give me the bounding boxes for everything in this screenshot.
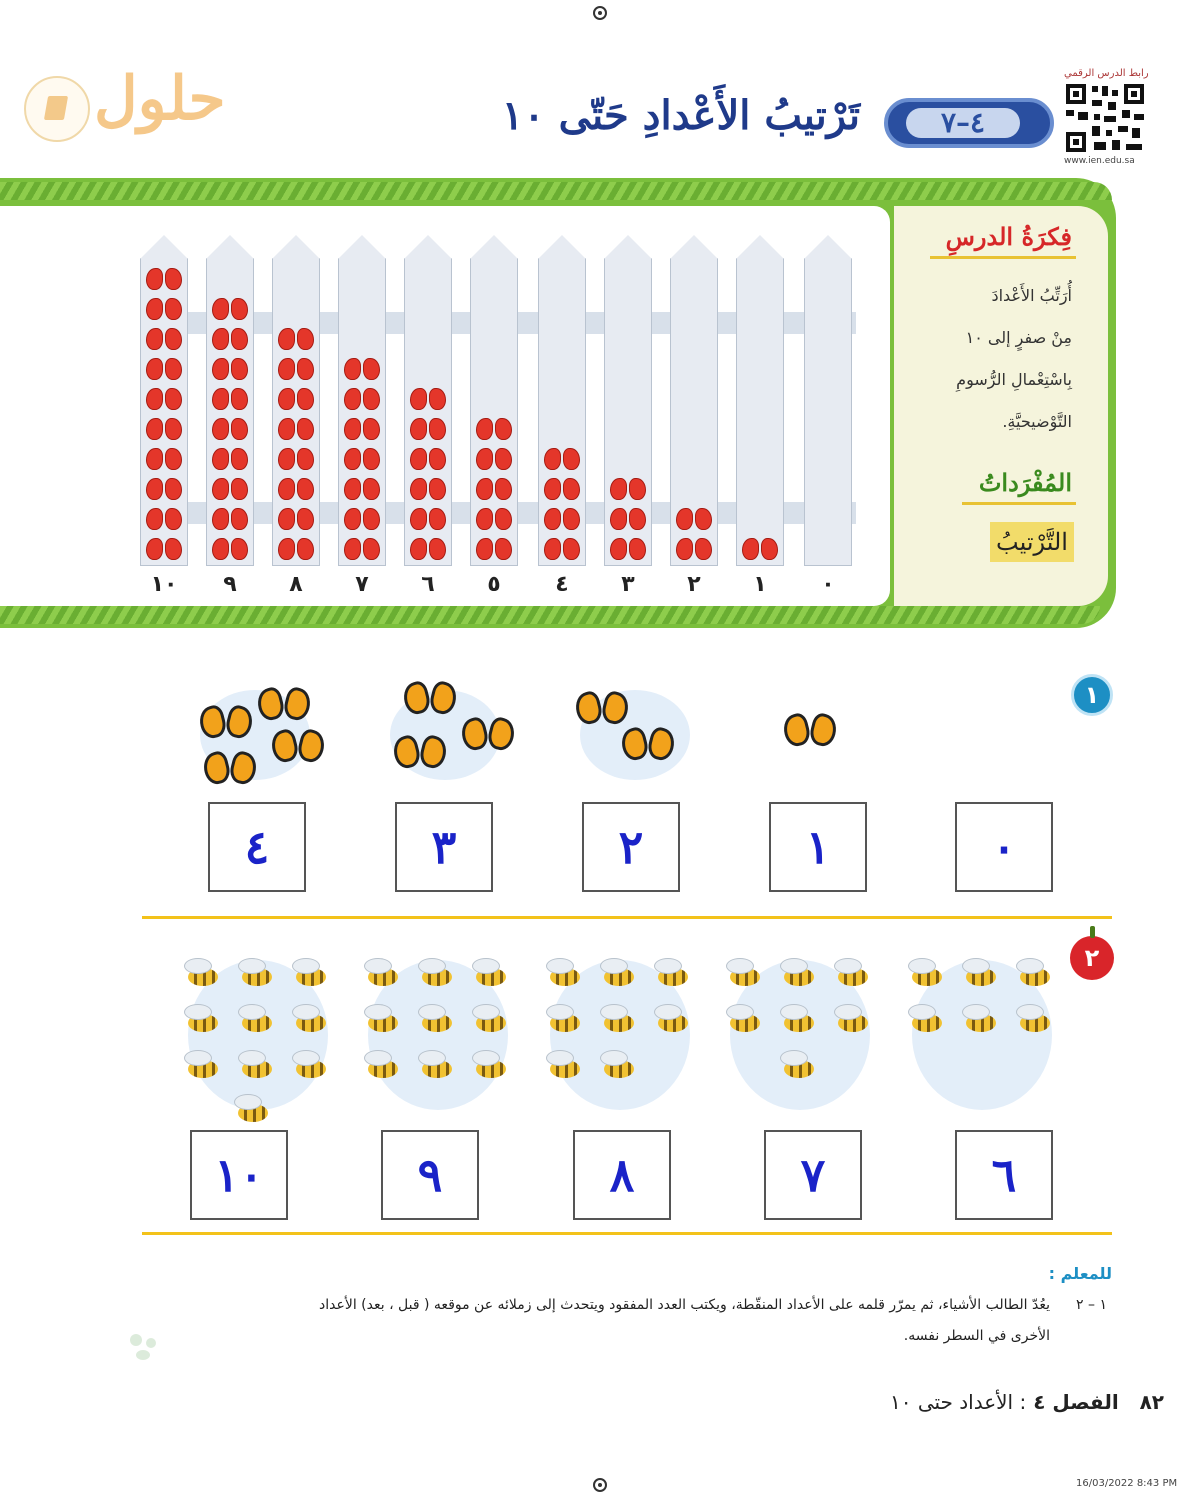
- teacher-note-title: للمعلم :: [1048, 1264, 1112, 1283]
- bee-icon: [468, 1004, 512, 1034]
- fence-number-label: ٨: [289, 572, 303, 597]
- bee-icon: [958, 1004, 1002, 1034]
- bee-icon: [288, 1050, 332, 1080]
- bee-icon: [596, 1004, 640, 1034]
- bee-icon: [542, 1004, 586, 1034]
- answer-box[interactable]: ١٠: [190, 1130, 288, 1220]
- bee-icon: [1012, 958, 1056, 988]
- qr-url: www.ien.edu.sa: [1064, 156, 1135, 166]
- bee-icon: [360, 1050, 404, 1080]
- bee-icon: [776, 1050, 820, 1080]
- fence-number-label: ٦: [421, 572, 435, 597]
- answer-box[interactable]: ٨: [573, 1130, 671, 1220]
- bee-icon: [830, 1004, 874, 1034]
- bee-icon: [180, 958, 224, 988]
- fence-number-label: ٩: [223, 572, 237, 597]
- answer-box[interactable]: ٧: [764, 1130, 862, 1220]
- bee-icon: [722, 1004, 766, 1034]
- lesson-idea-title: فِكرَةُ الدرسِ: [945, 222, 1072, 251]
- lesson-idea-line: التَّوْضيحيَّةِ.: [1002, 412, 1072, 431]
- vocabulary-title: المُفْرَداتُ: [978, 468, 1072, 497]
- answer-box[interactable]: ٣: [395, 802, 493, 892]
- answer-box[interactable]: ٩: [381, 1130, 479, 1220]
- bee-icon: [468, 958, 512, 988]
- teacher-note-line: الأخرى في السطر نفسه.: [903, 1328, 1050, 1344]
- fence-number-label: ١: [753, 572, 767, 597]
- lesson-idea-line: أُرَتِّبُ الأَعْدادَ: [991, 286, 1072, 305]
- answer-box[interactable]: ٠: [955, 802, 1053, 892]
- bee-icon: [468, 1050, 512, 1080]
- chapter-label: الفصل ٤: [1033, 1390, 1119, 1414]
- fence-number-label: ١٠: [150, 572, 178, 597]
- fence-number-label: ٤: [555, 572, 569, 597]
- bee-icon: [830, 958, 874, 988]
- registration-mark-bottom: [593, 1478, 607, 1492]
- answer-box[interactable]: ٦: [955, 1130, 1053, 1220]
- bee-icon: [230, 1094, 274, 1124]
- qr-label: رابط الدرس الرقمي: [1064, 68, 1149, 79]
- lesson-number: ٤–٧: [906, 108, 1020, 138]
- logo-text: حلول: [94, 64, 226, 134]
- fence-number-label: ٠: [821, 572, 835, 597]
- bee-icon: [904, 958, 948, 988]
- answer-box[interactable]: ١: [769, 802, 867, 892]
- ministry-logo: [70, 1330, 180, 1430]
- bee-icon: [180, 1050, 224, 1080]
- bee-icon: [1012, 1004, 1056, 1034]
- fence-number-label: ٣: [621, 572, 635, 597]
- answer-box[interactable]: ٤: [208, 802, 306, 892]
- page-number: ٨٢: [1139, 1390, 1164, 1414]
- bee-icon: [776, 958, 820, 988]
- vocabulary-word: التَّرْتيبُ: [990, 522, 1074, 562]
- answer-box[interactable]: ٢: [582, 802, 680, 892]
- bee-icon: [958, 958, 1002, 988]
- bee-icon: [288, 958, 332, 988]
- fence-number-label: ٢: [687, 572, 701, 597]
- bee-icon: [414, 1004, 458, 1034]
- bee-icon: [288, 1004, 332, 1034]
- bee-icon: [180, 1004, 224, 1034]
- bee-icon: [414, 1050, 458, 1080]
- bee-icon: [360, 1004, 404, 1034]
- bee-icon: [542, 1050, 586, 1080]
- divider: [142, 1232, 1112, 1235]
- bee-icon: [776, 1004, 820, 1034]
- bee-icon: [234, 958, 278, 988]
- bee-icon: [650, 1004, 694, 1034]
- bee-icon: [650, 958, 694, 988]
- fence-number-label: ٥: [487, 572, 501, 597]
- exercise-1-number: ١: [1071, 674, 1113, 716]
- teacher-note-line: يعُدّ الطالب الأشياء، ثم يمرّر قلمه على الأعداد المنقّطة، ويكتب العدد المفقود ويتحدث إلى زملائه عن موقعه ( قبل ، بعد) الأعداد: [319, 1297, 1050, 1313]
- bee-icon: [542, 958, 586, 988]
- lesson-idea-line: مِنْ صفرٍ إلى ١٠: [965, 328, 1072, 347]
- fence-number-label: ٧: [355, 572, 369, 597]
- exercise-2-number: ٢: [1070, 936, 1114, 980]
- bee-icon: [596, 958, 640, 988]
- teacher-note-item-number: ١ – ٢: [1076, 1297, 1107, 1313]
- bee-icon: [234, 1004, 278, 1034]
- print-timestamp: 16/03/2022 8:43 PM: [1076, 1478, 1178, 1489]
- bee-icon: [360, 958, 404, 988]
- chapter-title: : الأعداد حتى ١٠: [889, 1390, 1027, 1414]
- bee-icon: [596, 1050, 640, 1080]
- bee-icon: [722, 958, 766, 988]
- bee-icon: [904, 1004, 948, 1034]
- bee-icon: [414, 958, 458, 988]
- page-footer: [890, 1390, 1164, 1414]
- page-title: تَرْتيبُ الأَعْدادِ حَتّى ١٠: [501, 92, 860, 139]
- lesson-idea-line: بِاسْتِعْمالِ الرُّسومِ: [956, 370, 1072, 389]
- bee-icon: [234, 1050, 278, 1080]
